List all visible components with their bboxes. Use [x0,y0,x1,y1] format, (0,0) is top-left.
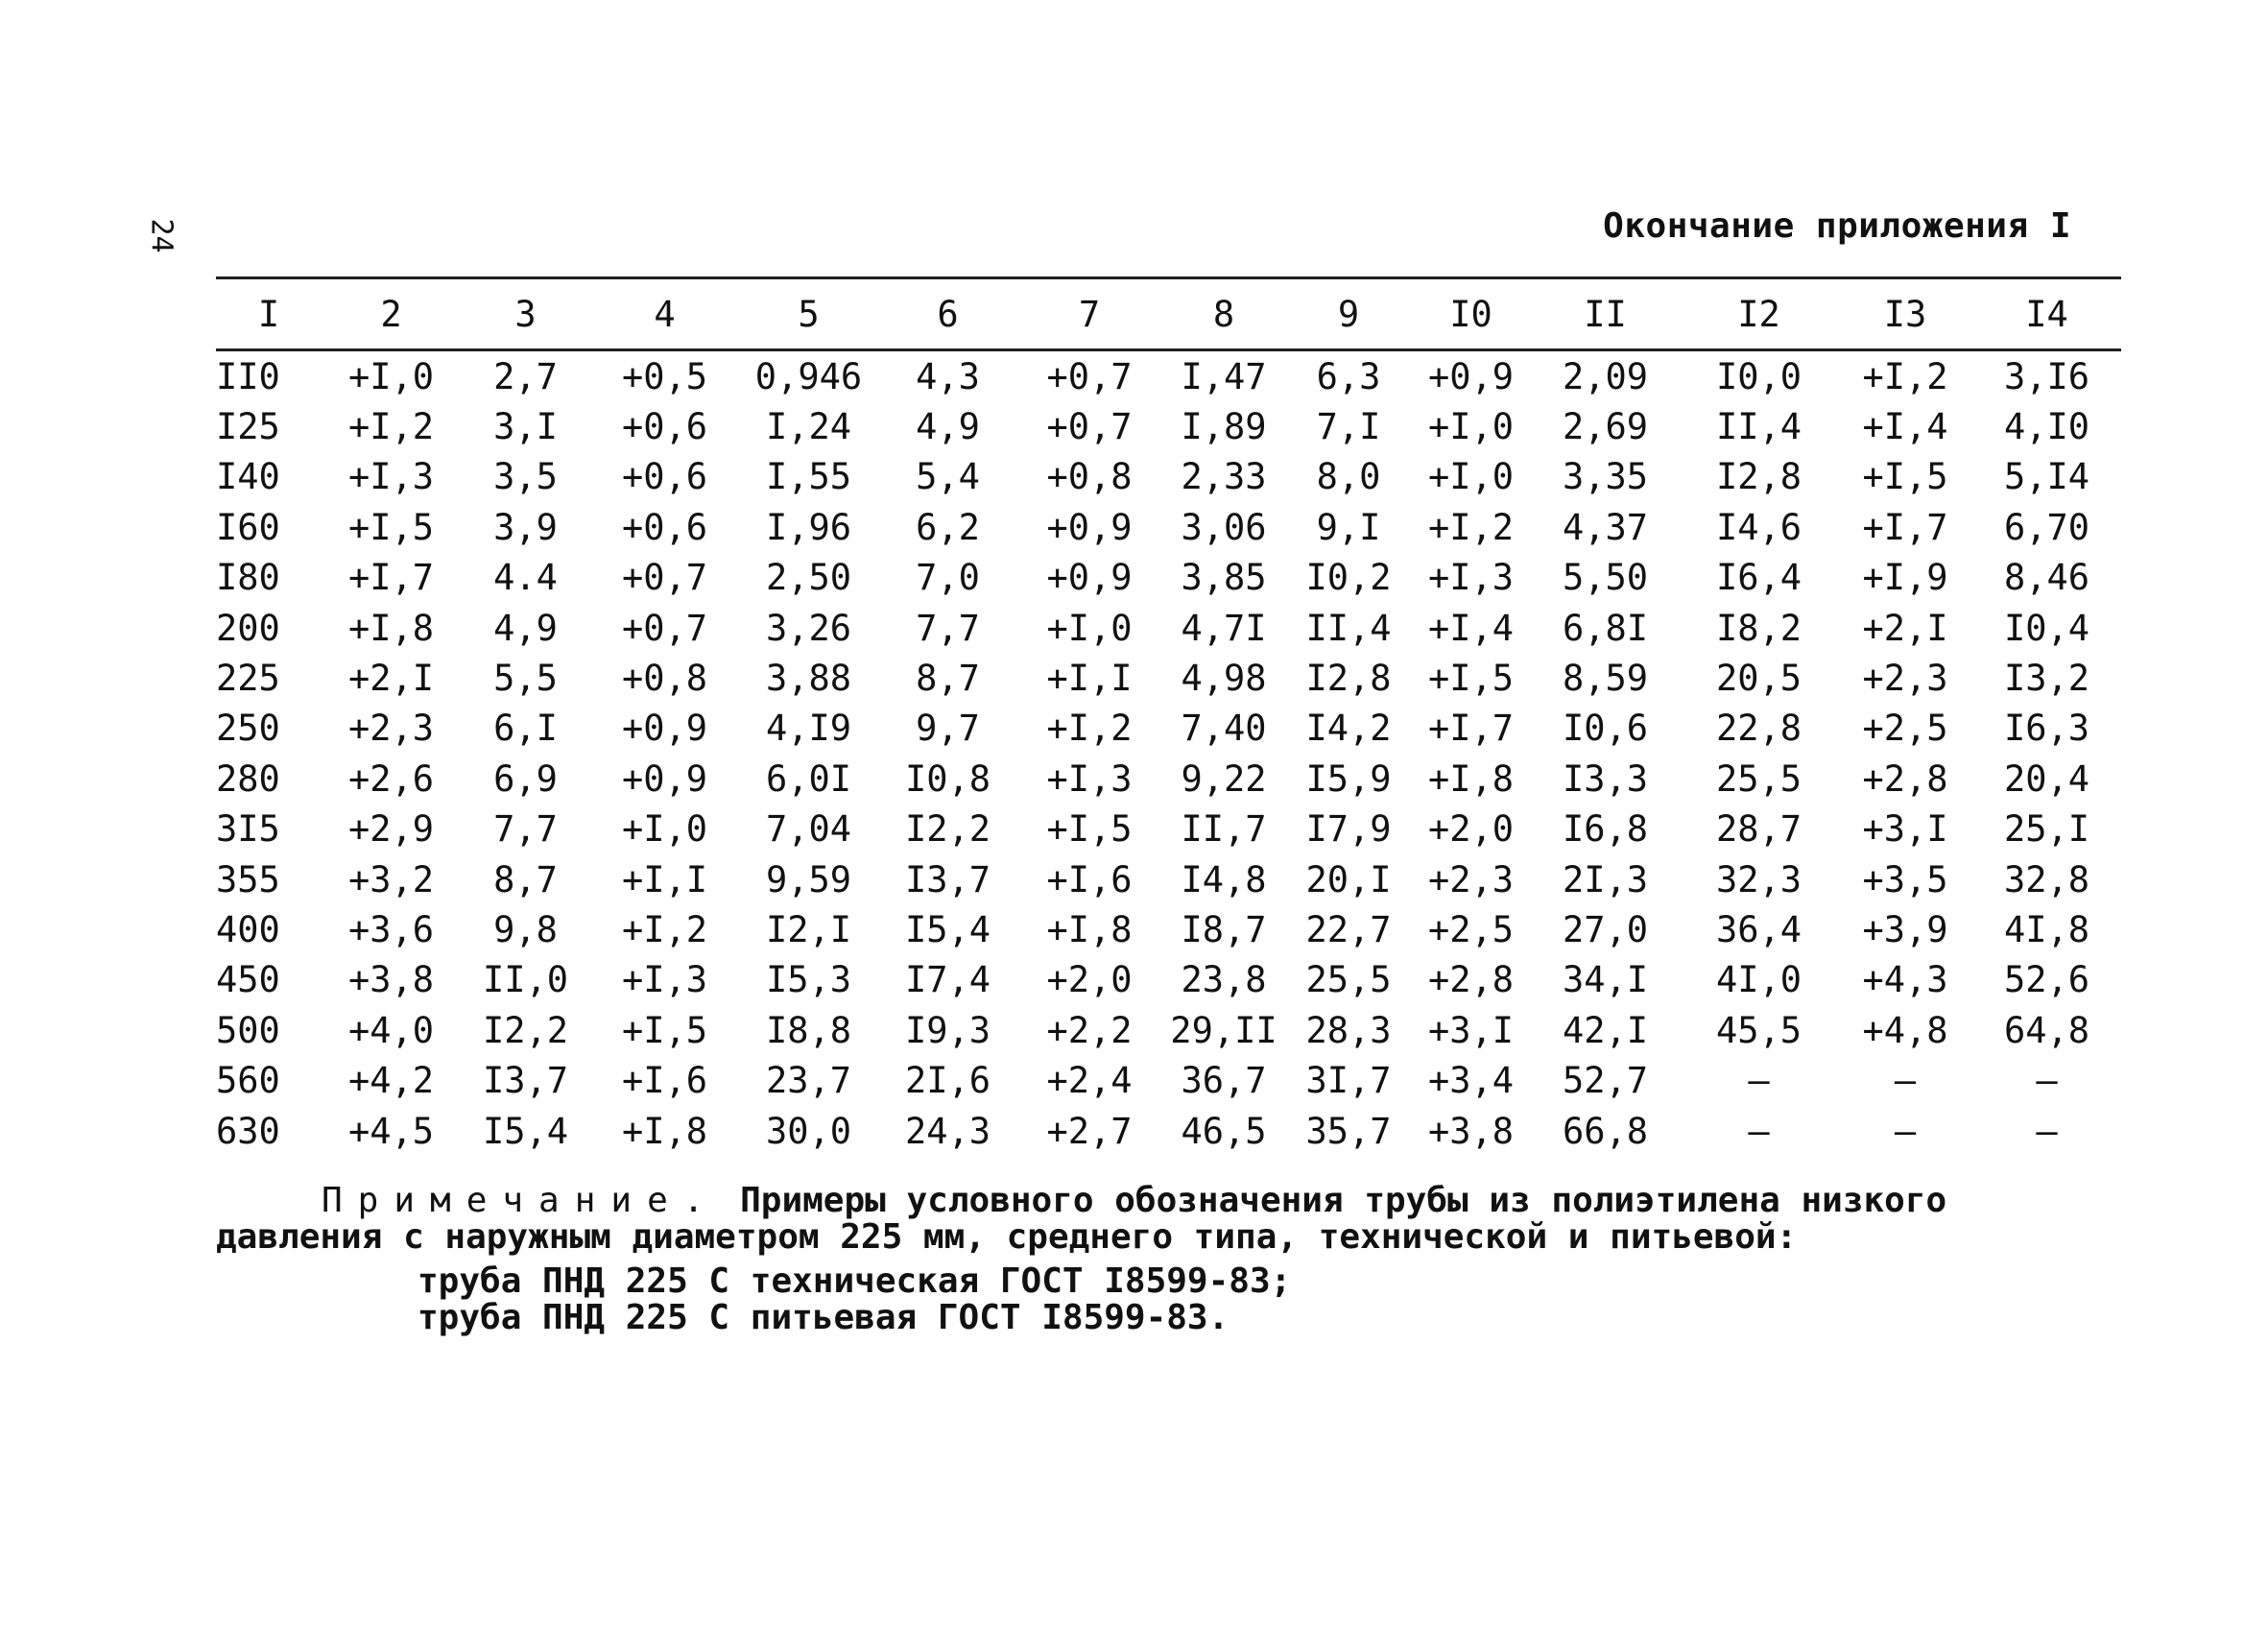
table-cell: 52,6 [2003,959,2090,1001]
table-cell: I7,4 [904,959,991,1001]
table-cell: 4,37 [1562,506,1649,548]
table-cell: I,96 [765,506,852,548]
table-row [216,754,2121,804]
table-cell: 6,2 [916,506,980,548]
table-cell: +0,6 [621,406,708,448]
table-cell: II,4 [1305,607,1392,649]
table-cell: +2,4 [1046,1060,1133,1102]
table-cell: +2,0 [1046,959,1133,1001]
column-header: I4 [2025,293,2068,335]
table-cell: 2,7 [493,355,558,397]
table-cell: 3,9 [493,506,558,548]
table-cell: +0,9 [1046,557,1133,599]
column-header: 5 [798,293,820,335]
table-cell: +I,2 [621,908,708,950]
table-cell: +I,0 [1427,456,1515,498]
table-cell: +3,9 [1862,908,1948,950]
table-cell: I,24 [765,406,852,448]
table-cell: +2,2 [1046,1009,1133,1051]
table-cell: +0,8 [621,658,708,700]
table-cell: +0,8 [1046,456,1133,498]
table-cell: 30,0 [765,1110,852,1152]
table-cell: +2,9 [347,808,435,851]
table-cell: +2,3 [1862,658,1948,700]
table-cell: I3,3 [1562,757,1649,800]
column-header: I0 [1449,293,1492,335]
table-cell: 4.4 [493,557,558,599]
table-cell: +0,9 [621,708,708,750]
table-cell: 560 [216,1060,280,1102]
table-cell: +2,6 [347,757,435,800]
table-cell: I4,6 [1715,506,1802,548]
table-cell: 280 [216,757,280,800]
table-cell: +0,9 [621,757,708,800]
table-cell: +I,9 [1862,557,1948,599]
table-cell: I4,2 [1305,708,1392,750]
table-cell: 28,3 [1305,1009,1392,1051]
column-header: 8 [1212,293,1235,335]
table-cell: +I,3 [621,959,708,1001]
table-cell: +I,0 [1046,607,1133,649]
table-cell: I8,7 [1181,908,1267,950]
table-cell: 4,I0 [2003,406,2090,448]
table-cell: 8,46 [2003,557,2090,599]
table-cell: +I,6 [621,1060,708,1102]
table-cell: I4,8 [1181,858,1267,901]
note-text-line2: давления с наружным диаметром 225 мм, среднего типа, технической и питьевой: [216,1216,1798,1257]
table-cell: 8,0 [1316,456,1381,498]
table-row [216,1005,2121,1055]
table-cell: 25,5 [1305,959,1392,1001]
table-cell: +I,8 [347,607,435,649]
table-cell: II,0 [482,959,569,1001]
table-cell: +3,2 [347,858,435,901]
table-row [216,1106,2121,1156]
table-cell: +0,7 [1046,355,1133,397]
table-cell: 355 [216,858,280,901]
table-cell: I25 [216,406,280,448]
table-cell: 32,3 [1715,858,1802,901]
table-cell: 22,8 [1715,708,1802,750]
example-drinking: труба ПНД 225 С питьевая ГОСТ I8599-83. [418,1297,1229,1337]
table-row [216,452,2121,502]
table-cell: 500 [216,1009,280,1051]
note-text-line1: Примеры условного обозначения трубы из полиэтилена низкого [740,1181,1947,1220]
table-cell: 34,I [1562,959,1649,1001]
table-cell: I0,6 [1562,708,1649,750]
table-cell: II,4 [1715,406,1802,448]
table-cell: +I,2 [347,406,435,448]
table-row [216,653,2121,703]
table-cell: 9,7 [916,708,980,750]
table-cell: 28,7 [1715,808,1802,851]
table-cell: +4,2 [347,1060,435,1102]
table-cell: 66,8 [1562,1110,1649,1152]
table-cell: 25,I [2003,808,2090,851]
table-row [216,603,2121,653]
table-cell: II,7 [1181,808,1267,851]
table-cell: 8,7 [916,658,980,700]
table-cell: +2,I [347,658,435,700]
table-cell: I3,7 [904,858,991,901]
table-cell: +2,3 [1427,858,1515,901]
table-row [216,955,2121,1005]
note-lead: Примечание. [322,1181,720,1220]
table-cell: +0,5 [621,355,708,397]
table-cell: I5,3 [765,959,852,1001]
table-cell: – [2036,1110,2058,1152]
table-cell: I0,2 [1305,557,1392,599]
column-header: 9 [1337,293,1360,335]
table-cell: +I,4 [1427,607,1515,649]
table-cell: 3,35 [1562,456,1649,498]
table-cell: +2,5 [1862,708,1948,750]
table-cell: 4,I9 [765,708,852,750]
column-header: I3 [1883,293,1927,335]
table-cell: +4,3 [1862,959,1948,1001]
table-cell: I,47 [1181,355,1267,397]
table-cell: I9,3 [904,1009,991,1051]
table-cell: 5,I4 [2003,456,2090,498]
table-cell: +2,3 [347,708,435,750]
table-cell: 36,4 [1715,908,1802,950]
table-cell: +I,5 [621,1009,708,1051]
table-cell: +I,5 [347,506,435,548]
table-cell: +2,7 [1046,1110,1133,1152]
table-cell: 250 [216,708,280,750]
table-cell: +2,5 [1427,908,1515,950]
table-cell: +2,I [1862,607,1948,649]
column-header: 4 [654,293,676,335]
table-cell: – [1748,1110,1770,1152]
table-cell: 6,8I [1562,607,1649,649]
table-cell: I80 [216,557,280,599]
table-cell: +I,5 [1862,456,1948,498]
table-cell: 7,I [1316,406,1381,448]
table-cell: 5,5 [493,658,558,700]
table-cell: I2,I [765,908,852,950]
table-cell: +I,8 [1427,757,1515,800]
table-cell: 9,I [1316,506,1381,548]
table-cell: – [1894,1060,1917,1102]
table-cell: 20,4 [2003,757,2090,800]
table-cell: +0,6 [621,506,708,548]
table-row [216,350,2121,402]
table-cell: +I,3 [1046,757,1133,800]
table-cell: +I,0 [347,355,435,397]
table-cell: 4I,8 [2003,908,2090,950]
table-cell: 3,88 [765,658,852,700]
table-cell: I8,2 [1715,607,1802,649]
table-cell: 200 [216,607,280,649]
table-cell: 6,3 [1316,355,1381,397]
table-cell: +2,8 [1862,757,1948,800]
table-cell: I0,8 [904,757,991,800]
table-cell: I2,2 [482,1009,569,1051]
table-cell: 32,8 [2003,858,2090,901]
table-cell: 3,06 [1181,506,1267,548]
table-cell: 42,I [1562,1009,1649,1051]
table-row [216,904,2121,954]
table-cell: +0,7 [1046,406,1133,448]
column-header: 3 [514,293,537,335]
table-cell: 29,II [1170,1009,1277,1051]
column-header: 7 [1078,293,1101,335]
table-cell: +I,6 [1046,858,1133,901]
table-cell: 35,7 [1305,1110,1392,1152]
table-cell: I3,7 [482,1060,569,1102]
table-cell: +0,7 [621,607,708,649]
table-cell: 7,7 [916,607,980,649]
table-cell: +4,5 [347,1110,435,1152]
table-cell: 4I,0 [1715,959,1802,1001]
table-cell: 450 [216,959,280,1001]
table-cell: 4,9 [493,607,558,649]
note-paragraph [216,1181,2136,1257]
table-cell: 2I,3 [1562,858,1649,901]
table-cell: 20,I [1305,858,1392,901]
table-cell: I40 [216,456,280,498]
table-cell: +3,8 [347,959,435,1001]
table-cell: – [2036,1060,2058,1102]
column-header: II [1584,293,1627,335]
table-cell: 8,7 [493,858,558,901]
table-row [216,502,2121,552]
table-cell: 2,33 [1181,456,1267,498]
table-cell: I5,4 [904,908,991,950]
table-cell: 9,8 [493,908,558,950]
table-cell: +I,4 [1862,406,1948,448]
table-cell: I60 [216,506,280,548]
table-cell: I5,9 [1305,757,1392,800]
table-cell: 9,59 [765,858,852,901]
table-cell: 27,0 [1562,908,1649,950]
table-cell: I6,4 [1715,557,1802,599]
table-cell: II0 [216,355,280,397]
table-cell: +I,3 [347,456,435,498]
table-cell: +I,8 [621,1110,708,1152]
table-cell: +I,0 [1427,406,1515,448]
table-cell: 4,3 [916,355,980,397]
table-cell: I,89 [1181,406,1267,448]
table-cell: +4,8 [1862,1009,1948,1051]
table-cell: I3,2 [2003,658,2090,700]
table-cell: I2,8 [1715,456,1802,498]
table-cell: I0,4 [2003,607,2090,649]
table-cell: +I,3 [1427,557,1515,599]
table-cell: 3I,7 [1305,1060,1392,1102]
table-cell: 630 [216,1110,280,1152]
table-cell: +2,8 [1427,959,1515,1001]
table-row [216,553,2121,603]
table-cell: +3,6 [347,908,435,950]
table-cell: +3,I [1427,1009,1515,1051]
column-header: 2 [380,293,402,335]
table-cell: – [1894,1110,1917,1152]
table-cell: +I,5 [1046,808,1133,851]
table-cell: 3,26 [765,607,852,649]
table-row [216,804,2121,854]
column-header: 6 [937,293,959,335]
table-cell: 225 [216,658,280,700]
table-cell: 2,50 [765,557,852,599]
table-cell: 22,7 [1305,908,1392,950]
table-cell: +I,2 [1046,708,1133,750]
table-cell: 6,70 [2003,506,2090,548]
table-cell: I7,9 [1305,808,1392,851]
table-cell: I6,3 [2003,708,2090,750]
table-cell: 2,09 [1562,355,1649,397]
table-cell: 4,7I [1181,607,1267,649]
table-cell: I5,4 [482,1110,569,1152]
table-cell: +3,I [1862,808,1948,851]
appendix-title: Окончание приложения I [1603,206,2071,246]
table-cell: I2,2 [904,808,991,851]
table-cell: 23,8 [1181,959,1267,1001]
table-cell: +3,5 [1862,858,1948,901]
table-cell: 8,59 [1562,658,1649,700]
table-cell: 6,0I [765,757,852,800]
table-cell: +I,7 [1427,708,1515,750]
table-cell: 3I5 [216,808,280,851]
table-cell: +I,0 [621,808,708,851]
table-cell: 6,I [493,708,558,750]
table-cell: +2,0 [1427,808,1515,851]
table-cell: +3,8 [1427,1110,1515,1152]
table-cell: +I,2 [1862,355,1948,397]
table-cell: +0,7 [621,557,708,599]
table-cell: I8,8 [765,1009,852,1051]
table-cell: 0,946 [754,355,863,397]
table-cell: 7,40 [1181,708,1267,750]
table-cell: 7,04 [765,808,852,851]
table-cell: +I,5 [1427,658,1515,700]
table-cell: +I,7 [1862,506,1948,548]
column-header: I2 [1737,293,1780,335]
table-cell: I6,8 [1562,808,1649,851]
table-cell: +I,I [621,858,708,901]
table-cell: – [1748,1060,1770,1102]
table-cell: +I,2 [1427,506,1515,548]
table-cell: 3,85 [1181,557,1267,599]
table-cell: I0,0 [1715,355,1802,397]
example-technical: труба ПНД 225 С техническая ГОСТ I8599-83; [418,1261,1292,1301]
table-cell: 3,5 [493,456,558,498]
table-cell: 7,0 [916,557,980,599]
table-cell: 20,5 [1715,658,1802,700]
table-cell: 5,50 [1562,557,1649,599]
table-cell: +I,7 [347,557,435,599]
table-cell: 4,9 [916,406,980,448]
table-cell: 46,5 [1181,1110,1267,1152]
table-header-row [216,278,2121,350]
table-cell: 36,7 [1181,1060,1267,1102]
page-number: 24 [144,218,179,253]
table-cell: +I,8 [1046,908,1133,950]
table-cell: 52,7 [1562,1060,1649,1102]
table-cell: I2,8 [1305,658,1392,700]
table-cell: 25,5 [1715,757,1802,800]
table-cell: 3,I6 [2003,355,2090,397]
table-body [216,350,2121,1157]
table-cell: 45,5 [1715,1009,1802,1051]
table-row [216,1055,2121,1105]
table-cell: I,55 [765,456,852,498]
table-cell: 7,7 [493,808,558,851]
table-cell: +0,9 [1427,355,1515,397]
data-table [216,276,2121,1156]
table-cell: 5,4 [916,456,980,498]
table-cell: 2I,6 [904,1060,991,1102]
table-cell: 6,9 [493,757,558,800]
table-cell: 3,I [493,406,558,448]
note-examples [418,1263,1291,1336]
column-header: I [257,293,280,335]
table-cell: 64,8 [2003,1009,2090,1051]
table-row [216,401,2121,451]
table-cell: 24,3 [904,1110,991,1152]
table-cell: +I,I [1046,658,1133,700]
data-table-container [216,276,2121,1156]
table-row [216,704,2121,754]
table-cell: 9,22 [1181,757,1267,800]
table-cell: 23,7 [765,1060,852,1102]
table-cell: +4,0 [347,1009,435,1051]
table-cell: 4,98 [1181,658,1267,700]
table-row [216,854,2121,904]
table-cell: +0,6 [621,456,708,498]
table-cell: 2,69 [1562,406,1649,448]
table-cell: +0,9 [1046,506,1133,548]
table-cell: +3,4 [1427,1060,1515,1102]
table-cell: 400 [216,908,280,950]
